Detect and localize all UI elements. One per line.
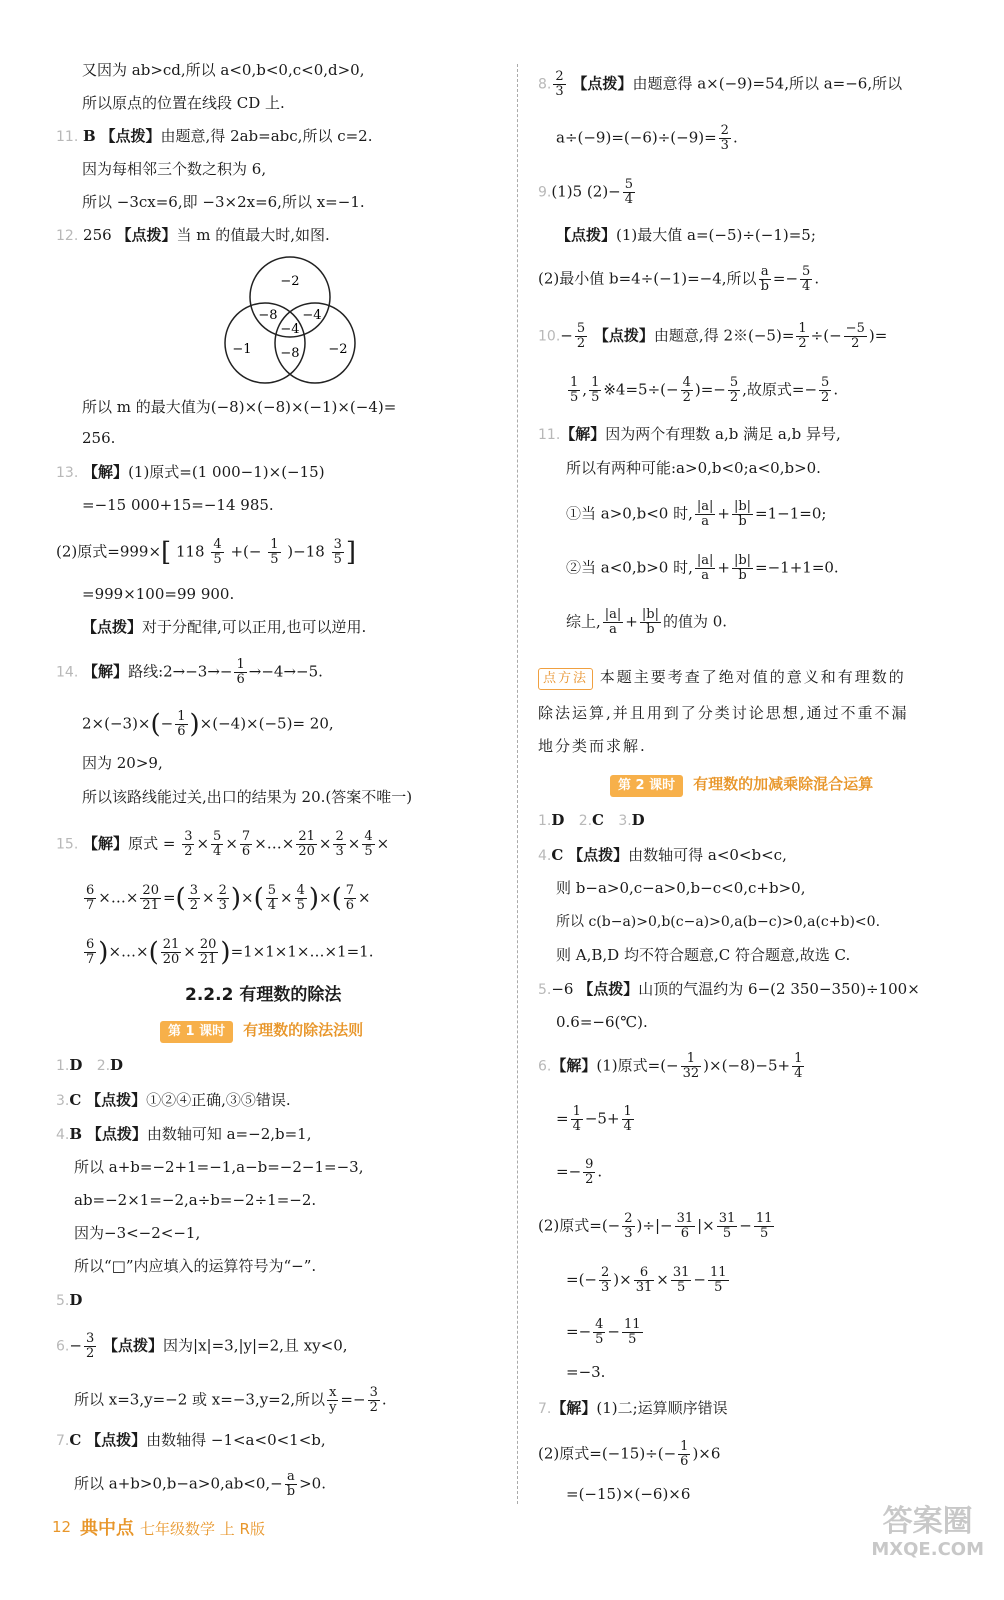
answer-12: 12. 256 【点拨】当 m 的值最大时,如图. [56,226,330,244]
answer-9: 9.(1)5 (2)− $\frac{5}{4}$ [538,177,634,207]
lesson-header: 第 2 课时 有理数的加减乘除混合运算 [610,774,873,797]
answer-5: 5.−6 【点拨】山顶的气温约为 6−(2 350−350)÷100× [538,980,920,998]
text-line: 除法运算,并且用到了分类讨论思想,通过不重不漏 [538,704,909,722]
answer-4: 4.B 【点拨】由数轴可知 a=−2,b=1, [56,1125,312,1143]
answer-15: 15. 【解】原式 = $\frac{3}{2}$ × $\frac{5}{4}$ × $\frac{7}{6}$ ×…× $\frac{21}{20}$ × $\frac{2}{3}$ × $\frac{4}{5}$ × [56,829,390,859]
math-line: $\frac{6}{7}$ ×…× $\frac{20}{21}$ =( $\frac{3}{2}$ × $\frac{2}{3}$ )×( $\frac{5}{4}$ × $\frac{4}{5}$ )×( $\frac{7}{6}$ × [86,883,371,914]
answer-6: 6.− $\frac{3}{2}$ 【点拨】因为|x|=3,|y|=2,且 xy<0, [56,1331,348,1361]
venn-label-left: −1 [232,342,252,357]
venn-label-tr: −4 [302,308,322,323]
venn-label-right: −2 [328,342,348,357]
text-line: 256. [82,429,116,447]
math-line: (2)原式=999×[ 118 $\frac{4}{5}$ +(− $\frac{1}{5}$ )−18 $\frac{3}{5}$ ] [56,537,357,568]
text-line: 【点拨】(1)最大值 a=(−5)÷(−1)=5; [556,226,816,244]
method-note: 点方法 本题主要考查了绝对值的意义和有理数的 [538,667,906,690]
text-line: 因为−3<−2<−1, [74,1224,201,1242]
page-number: 12 [52,1518,72,1536]
venn-diagram [220,255,360,385]
text-line: 所以有两种可能:a>0,b<0;a<0,b>0. [566,459,821,477]
math-line: (2)原式=(−15)÷(− $\frac{1}{6}$ )×6 [538,1439,721,1469]
math-line: =(− $\frac{2}{3}$ )× $\frac{6}{31}$ × $\frac{31}{5}$ − $\frac{11}{5}$ [566,1265,727,1295]
watermark: 答案圈 MXQE.COM [871,1504,984,1560]
math-line: = $\frac{1}{4}$ −5+ $\frac{1}{4}$ [556,1104,632,1134]
answer-11: 11. B 【点拨】由题意,得 2ab=abc,所以 c=2. [56,127,373,145]
math-line: 2×(−3)×(− $\frac{1}{6}$ )×(−4)×(−5)= 20, [82,709,334,740]
venn-label-tl: −8 [258,308,278,323]
text-line: 所以 m 的最大值为(−8)×(−8)×(−1)×(−4)= [82,398,397,416]
text-line: =−15 000+15=−14 985. [82,496,274,514]
math-line: a÷(−9)=(−6)÷(−9)= $\frac{2}{3}$ . [556,123,738,153]
answer-6: 6.【解】(1)原式=(− $\frac{1}{32}$ )×(−8)−5+ $\frac{1}{4}$ [538,1051,803,1081]
text-line: =999×100=99 900. [82,585,235,603]
lesson-header: 第 1 课时 有理数的除法法则 [160,1020,363,1043]
math-line: (2)原式=(− $\frac{2}{3}$ )÷|− $\frac{31}{6}$ |× $\frac{31}{5}$ − $\frac{11}{5}$ [538,1211,773,1241]
math-line: 所以 x=3,y=−2 或 x=−3,y=2,所以 $\frac{x}{y}$ =− $\frac{3}{2}$ . [74,1385,387,1415]
book-title: 七年级数学 上 R版 [140,1520,265,1538]
publisher-logo: 典中点 [80,1518,134,1539]
answer-14: 14. 【解】路线:2→−3→− $\frac{1}{6}$ →−4→−5. [56,657,323,687]
answer-8: 8. $\frac{2}{3}$ 【点拨】由题意得 a×(−9)=54,所以 a=−6,所以 [538,69,903,99]
answer-10: 10.− $\frac{5}{2}$ 【点拨】由题意,得 2※(−5)= $\frac{1}{2}$ ÷(− $\frac{-5}{2}$ )= [538,321,888,351]
text-line: 又因为 ab>cd,所以 a<0,b<0,c<0,d>0, [82,61,365,79]
answer-5: 5.D [56,1291,83,1309]
text-line: 则 b−a>0,c−a>0,b−c<0,c+b>0, [556,879,806,897]
answer-13: 13. 【解】(1)原式=(1 000−1)×(−15) [56,463,325,481]
text-line: 所以 c(b−a)>0,b(c−a)>0,a(b−c)>0,a(c+b)<0. [556,914,881,930]
math-line: =− $\frac{4}{5}$ − $\frac{11}{5}$ [566,1317,641,1347]
math-line: $\frac{6}{7}$ )×…×( $\frac{21}{20}$ × $\frac{20}{21}$ )=1×1×1×…×1=1. [86,937,374,968]
math-line: ①当 a>0,b<0 时, $\frac{|a|}{a}$ + $\frac{|b|}{b}$ =1−1=0; [566,499,827,529]
text-line: 【点拨】对于分配律,可以正用,也可以逆用. [82,618,367,636]
column-divider [517,64,518,1504]
math-line: 所以 a+b>0,b−a>0,ab<0,− $\frac{a}{b}$ >0. [74,1469,326,1499]
text-line: 所以 −3cx=6,即 −3×2x=6,所以 x=−1. [82,193,365,211]
answer-3: 3.C 【点拨】①②④正确,③⑤错误. [56,1091,291,1109]
text-line: 0.6=−6(℃). [556,1013,648,1031]
venn-label-top: −2 [280,274,300,289]
text-line: 则 A,B,D 均不符合题意,C 符合题意,故选 C. [556,946,851,964]
text-line: 所以该路线能过关,出口的结果为 20.(答案不唯一) [82,788,413,806]
answer-11: 11.【解】因为两个有理数 a,b 满足 a,b 异号, [538,425,841,443]
math-line: (2)最小值 b=4÷(−1)=−4,所以 $\frac{a}{b}$ =− $\frac{5}{4}$ . [538,264,820,294]
text-line: =(−15)×(−6)×6 [566,1485,691,1503]
answer-1-2: 1.D 2.D [56,1056,124,1074]
answer-4: 4.C 【点拨】由数轴可得 a<0<b<c, [538,846,787,864]
text-line: ab=−2×1=−2,a÷b=−2÷1=−2. [74,1191,317,1209]
section-title: 2.2.2 有理数的除法 [185,985,342,1005]
text-line: 所以“□”内应填入的运算符号为“−”. [74,1257,317,1275]
answer-1-3: 1.D 2.C 3.D [538,811,645,829]
answer-7: 7.【解】(1)二;运算顺序错误 [538,1399,728,1417]
text-line: 因为 20>9, [82,754,163,772]
text-line: 所以原点的位置在线段 CD 上. [82,94,285,112]
text-line: 所以 a+b=−2+1=−1,a−b=−2−1=−3, [74,1158,364,1176]
math-line: 综上, $\frac{|a|}{a}$ + $\frac{|b|}{b}$ 的值为 0. [566,607,728,637]
text-line: 地分类而求解. [538,737,647,755]
text-line: 因为每相邻三个数之积为 6, [82,160,267,178]
math-line: ②当 a<0,b>0 时, $\frac{|a|}{a}$ + $\frac{|b|}{b}$ =−1+1=0. [566,553,839,583]
method-badge: 点方法 [538,668,593,690]
math-line: $\frac{1}{5}$ , $\frac{1}{5}$ ※4=5÷(− $\frac{4}{2}$ )=− $\frac{5}{2}$ ,故原式=− $\frac{5}{2}$ . [570,375,839,405]
math-line: =− $\frac{9}{2}$ . [556,1157,603,1187]
venn-label-center: −4 [280,322,300,337]
text-line: =−3. [566,1363,606,1381]
answer-7: 7.C 【点拨】由数轴得 −1<a<0<1<b, [56,1431,326,1449]
venn-label-bottom: −8 [280,346,300,361]
